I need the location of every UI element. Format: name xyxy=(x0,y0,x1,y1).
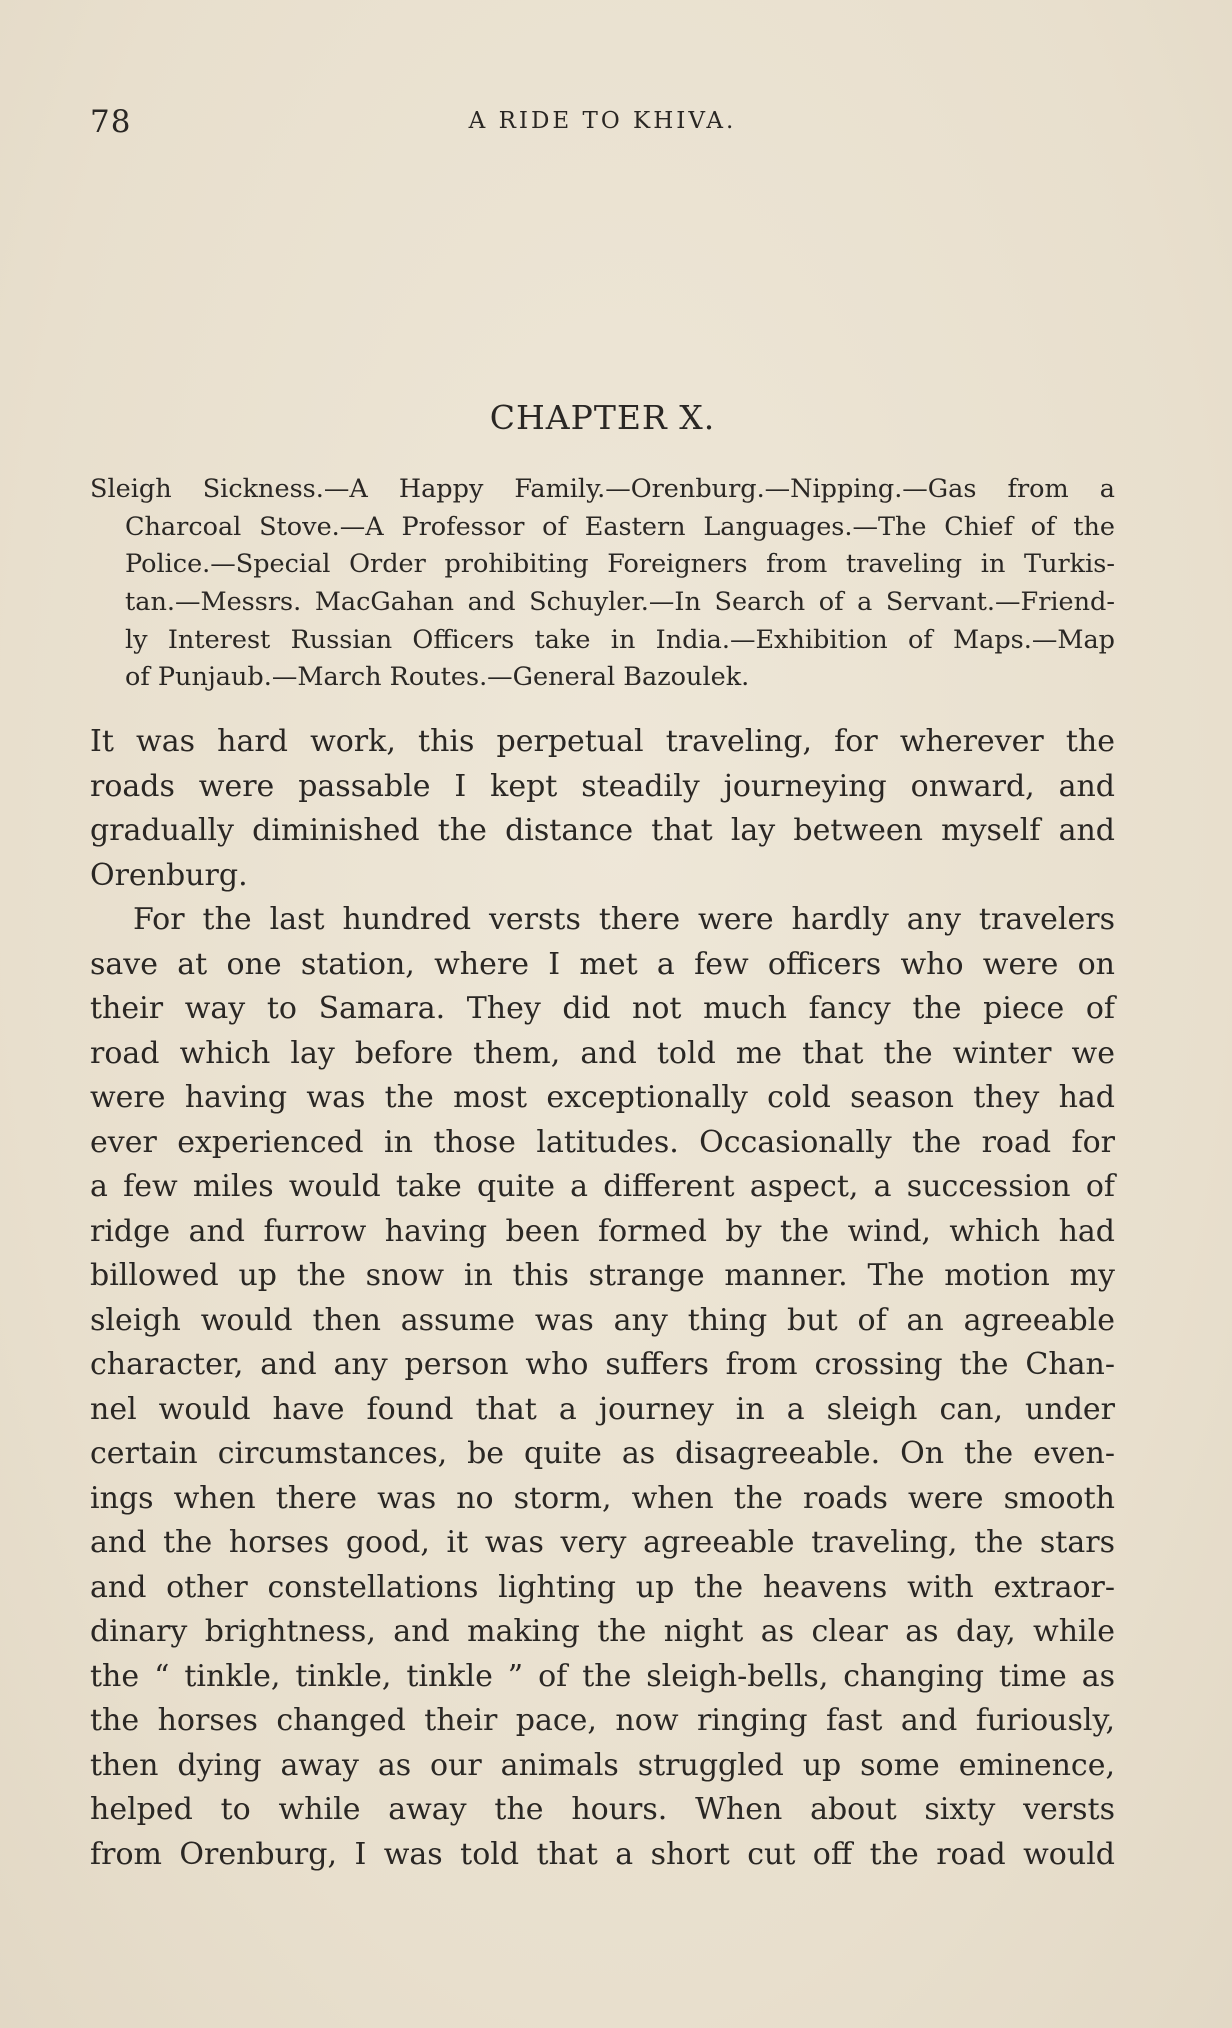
text-line: Orenburg. xyxy=(90,857,248,893)
text-line: and the horses good, it was very agreeable traveling, the stars xyxy=(90,1525,1115,1560)
paragraph-1 xyxy=(90,720,1115,898)
text-line: character, and any person who suffers from crossing the Chan- xyxy=(90,1347,1115,1382)
text-line: then dying away as our animals struggled up some eminence, xyxy=(90,1747,1115,1783)
text-line: billowed up the snow in this strange manner. The motion my xyxy=(90,1258,1115,1293)
text-line: certain circumstances, be quite as disagreeable. On the even- xyxy=(90,1436,1115,1471)
synopsis-line: Charcoal Stove.—A Professor of Eastern Languages.—The Chief of the xyxy=(125,511,1115,542)
body-text xyxy=(90,720,1115,1877)
synopsis-line: Sleigh Sickness.—A Happy Family.—Orenburg.—Nipping.—Gas from a xyxy=(90,474,1115,504)
text-line: their way to Samara. They did not much fancy the piece of xyxy=(90,991,1115,1026)
chapter-synopsis xyxy=(90,471,1115,697)
text-line: gradually diminished the distance that lay between myself and xyxy=(90,813,1115,848)
text-line: the “ tinkle, tinkle, tinkle ” of the sleigh-bells, changing time as xyxy=(90,1658,1115,1694)
text-line: It was hard work, this perpetual traveling, for wherever the xyxy=(90,724,1115,759)
text-line: roads were passable I kept steadily journeying onward, and xyxy=(90,768,1115,804)
text-line: dinary brightness, and making the night as clear as day, while xyxy=(90,1614,1115,1649)
synopsis-line: of Punjaub.—March Routes.—General Bazoulek. xyxy=(125,662,750,693)
text-line: helped to while away the hours. When about sixty versts xyxy=(90,1792,1115,1827)
text-line: For the last hundred versts there were hardly any travelers xyxy=(133,902,1115,937)
chapter-title: CHAPTER X. xyxy=(489,398,716,437)
synopsis-line: Police.—Special Order prohibiting Foreigners from traveling in Turkis- xyxy=(125,549,1115,580)
text-line: save at one station, where I met a few officers who were on xyxy=(90,946,1115,982)
text-line: and other constellations lighting up the heavens with extraor- xyxy=(90,1569,1115,1605)
text-line: sleigh would then assume was any thing but of an agreeable xyxy=(90,1302,1115,1338)
text-line: ever experienced in those latitudes. Occasionally the road for xyxy=(90,1124,1115,1160)
paragraph-2 xyxy=(90,898,1115,1877)
text-line: road which lay before them, and told me that the winter we xyxy=(90,1035,1115,1071)
page-header xyxy=(90,104,1115,144)
synopsis-line: tan.—Messrs. MacGahan and Schuyler.—In Search of a Servant.—Friend- xyxy=(125,587,1115,618)
page-number: 78 xyxy=(90,104,132,140)
text-line: from Orenburg, I was told that a short cut off the road would xyxy=(90,1836,1115,1872)
text-line: were having was the most exceptionally cold season they had xyxy=(90,1080,1115,1115)
text-line: a few miles would take quite a different aspect, a succession of xyxy=(90,1169,1115,1204)
running-head: A RIDE TO KHIVA. xyxy=(468,108,737,134)
text-line: ings when there was no storm, when the roads were smooth xyxy=(90,1480,1115,1516)
text-line: ridge and furrow having been formed by the wind, which had xyxy=(90,1213,1115,1249)
synopsis-line: ly Interest Russian Officers take in India.—Exhibition of Maps.—Map xyxy=(125,624,1115,655)
text-line: nel would have found that a journey in a sleigh can, under xyxy=(90,1391,1115,1427)
text-line: the horses changed their pace, now ringing fast and furiously, xyxy=(90,1703,1115,1738)
